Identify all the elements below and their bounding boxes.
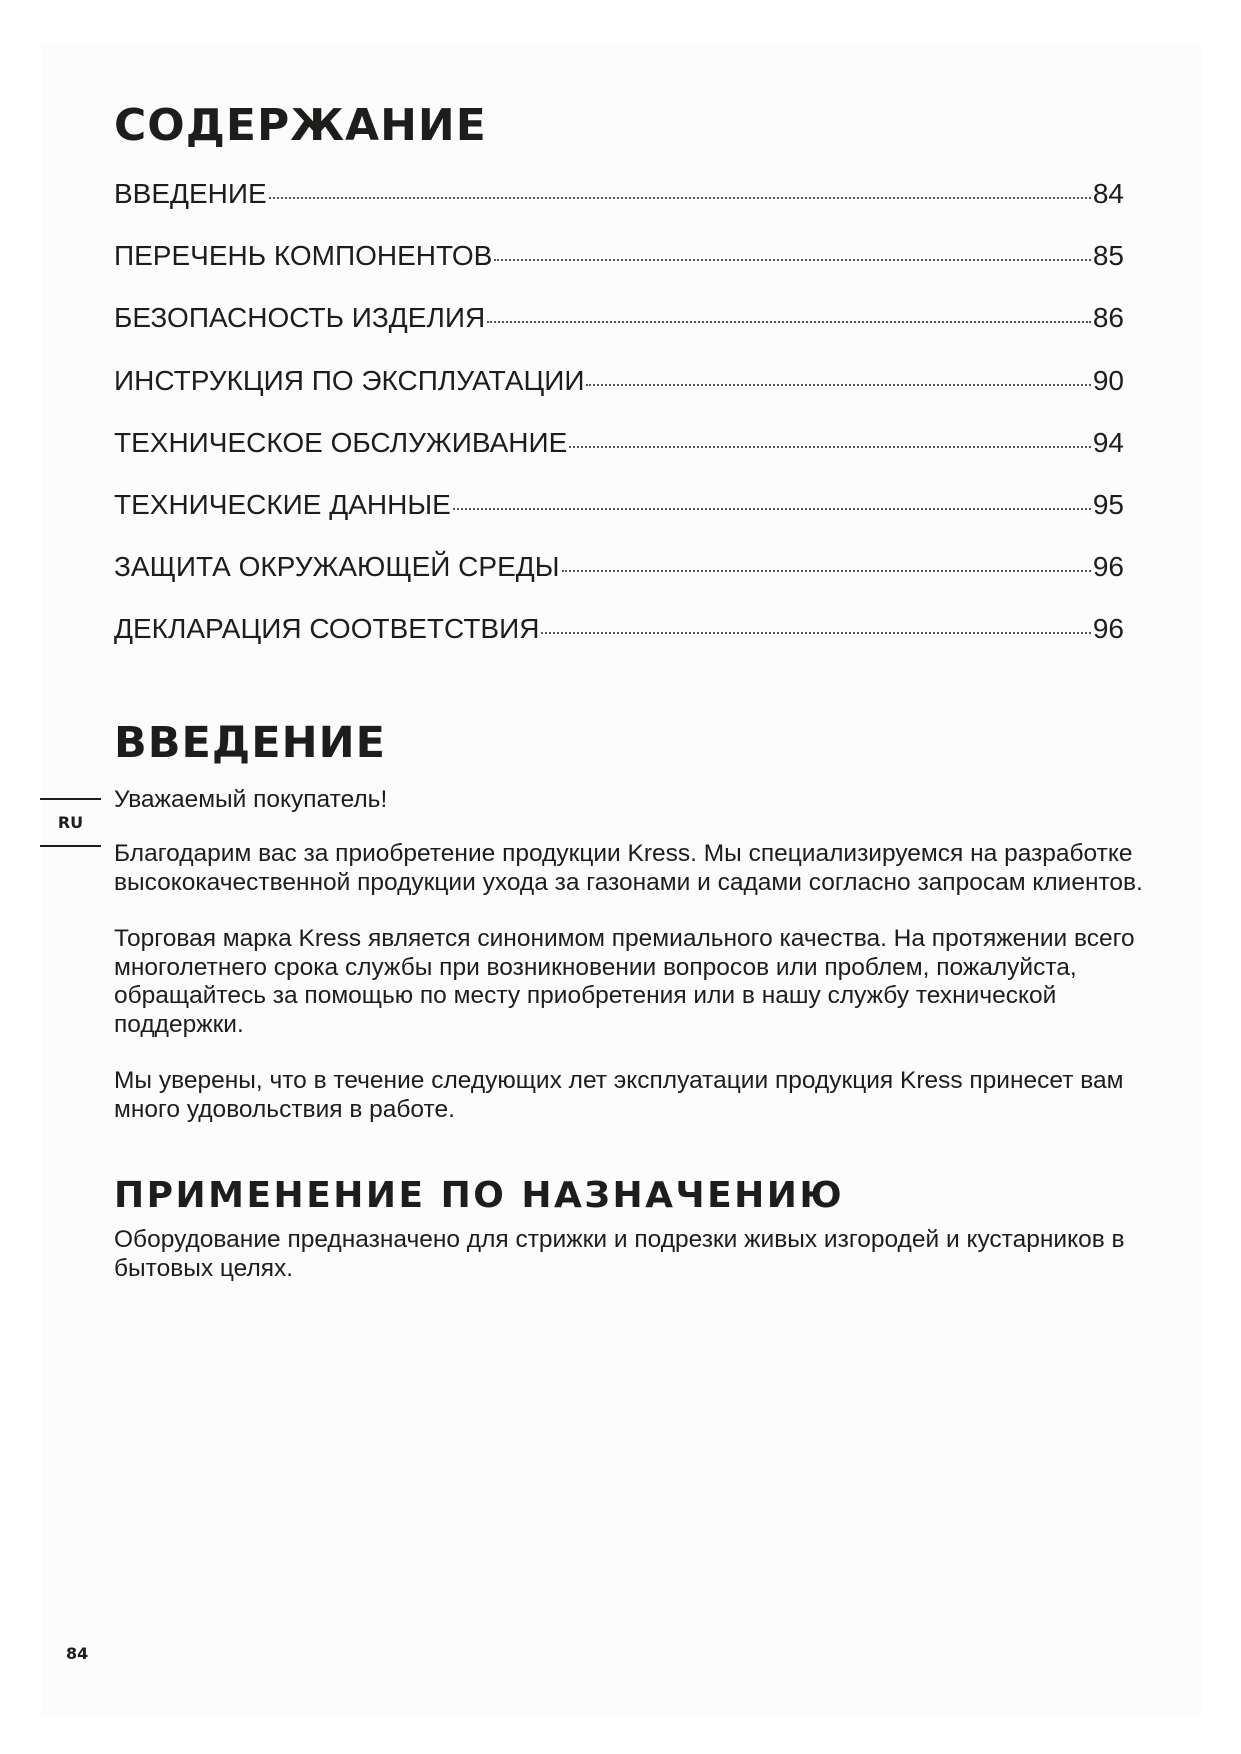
toc-title: СОДЕРЖАНИЕ (114, 100, 487, 151)
toc-entry[interactable] (114, 365, 1124, 427)
intro-paragraph: Мы уверены, что в течение следующих лет эксплуатации продукция Kress принесет вам много удовольствия в работе. (114, 1067, 1124, 1123)
toc-entry-page: 85 (1092, 240, 1124, 272)
toc-leader-dots (586, 384, 1090, 386)
toc-entry-page: 94 (1092, 426, 1124, 458)
intro-greeting: Уважаемый покупатель! (114, 786, 388, 813)
toc-entry-label: ТЕХНИЧЕСКИЕ ДАННЫЕ (114, 488, 451, 520)
toc-entry-label: ТЕХНИЧЕСКОЕ ОБСЛУЖИВАНИЕ (114, 426, 568, 458)
toc-entry-label: ПЕРЕЧЕНЬ КОМПОНЕНТОВ (114, 240, 493, 272)
toc-entry-page: 90 (1092, 364, 1124, 396)
toc-entry-page: 96 (1092, 551, 1124, 583)
purpose-title: ПРИМЕНЕНИЕ ПО НАЗНАЧЕНИЮ (114, 1175, 845, 1216)
intro-paragraph: Торговая марка Kress является синонимом премиального качества. На протяжении всего многолетнего срока службы при возникновении вопросов или проблем, пожалуйста, обращайтесь за помощью по месту приобретения или в нашу службу технической поддержки. (114, 925, 1135, 1038)
toc-leader-dots (569, 446, 1091, 448)
toc-leader-dots (541, 632, 1090, 634)
toc-entry[interactable] (114, 551, 1124, 613)
toc-entry-label: ДЕКЛАРАЦИЯ СООТВЕТСТВИЯ (114, 613, 540, 645)
toc-entry-page: 86 (1092, 302, 1124, 334)
table-of-contents (114, 178, 1124, 676)
toc-entry[interactable] (114, 489, 1124, 551)
toc-entry-label: ИНСТРУКЦИЯ ПО ЭКСПЛУАТАЦИИ (114, 364, 585, 396)
language-tab: RU (40, 798, 101, 847)
intro-paragraph: Благодарим вас за приобретение продукции Kress. Мы специализируемся на разработке высококачественной продукции ухода за газонами и садами согласно запросам клиентов. (114, 840, 1143, 896)
toc-leader-dots (269, 197, 1091, 199)
toc-entry-label: БЕЗОПАСНОСТЬ ИЗДЕЛИЯ (114, 302, 486, 334)
toc-entry[interactable] (114, 613, 1124, 675)
toc-leader-dots (453, 508, 1091, 510)
toc-entry-page: 84 (1092, 178, 1124, 209)
toc-leader-dots (494, 259, 1091, 261)
toc-entry-label: ВВЕДЕНИЕ (114, 178, 267, 209)
toc-leader-dots (562, 570, 1091, 572)
toc-entry-page: 96 (1092, 613, 1124, 645)
page-number: 84 (66, 1644, 89, 1663)
toc-entry-label: ЗАЩИТА ОКРУЖАЮЩЕЙ СРЕДЫ (114, 551, 560, 583)
toc-entry[interactable] (114, 240, 1124, 302)
toc-entry[interactable] (114, 302, 1124, 364)
purpose-text: Оборудование предназначено для стрижки и подрезки живых изгородей и кустарников в бытовых целях. (114, 1226, 1125, 1282)
toc-entry[interactable] (114, 427, 1124, 489)
toc-entry-page: 95 (1092, 488, 1124, 520)
toc-entry[interactable] (114, 178, 1124, 240)
toc-leader-dots (487, 321, 1091, 323)
intro-title: ВВЕДЕНИЕ (114, 718, 386, 768)
